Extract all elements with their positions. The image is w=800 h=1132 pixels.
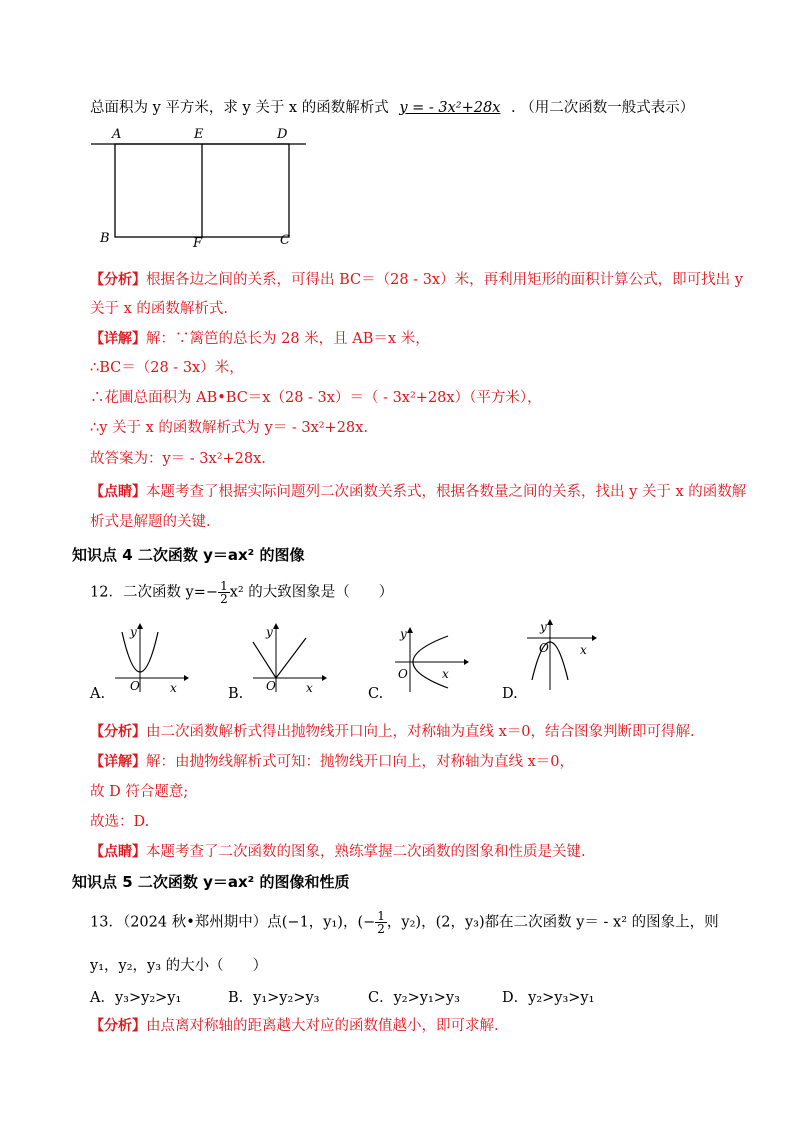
q13-option-d: D．y₂>y₃>y₁	[502, 990, 595, 1006]
q11-detail-2: ∴BC＝（28 - 3x）米，	[90, 360, 244, 376]
section5-title: 知识点 5 二次函数 y＝ax² 的图像和性质	[72, 873, 350, 891]
q11-analysis-text: 根据各边之间的关系，可得出 BC＝（28 - 3x）米，再利用矩形的面积计算公式，即可找出 y	[146, 272, 743, 288]
graph-a-o: O	[130, 679, 140, 693]
frac-den: 2	[377, 922, 385, 936]
frac-num: 1	[220, 579, 228, 593]
q11-detail-3: ∴花圃总面积为 AB•BC＝x（28 - 3x）＝（ - 3x²+28x）（平方米），	[90, 390, 542, 406]
q11-answer: y = - 3x²+28x	[399, 100, 501, 116]
graph-c-o: O	[398, 667, 408, 681]
q11-analysis-2: 关于 x 的函数解析式.	[90, 301, 229, 317]
q11-stem-text: 总面积为 y 平方米，求 y 关于 x 的函数解析式	[90, 100, 389, 116]
graph-b-y: y	[266, 625, 273, 639]
q13-stem-b: ，y₂)，(2，y₃)都在二次函数 y＝ - x² 的图象上，则	[386, 914, 719, 931]
q13-option-c: C．y₂>y₁>y₃	[368, 990, 460, 1006]
q11-comment-1	[90, 482, 746, 502]
q13-stem	[90, 910, 719, 935]
q13-option-b: B．y₁>y₂>y₃	[228, 990, 320, 1006]
graph-c-y: y	[400, 627, 407, 641]
q12-detail-text: 解：由抛物线解析式可知：抛物线开口向上，对称轴为直线 x＝0，	[146, 754, 575, 770]
q12-comment-text: 本题考查了二次函数的图象，熟练掌握二次函数的图象和性质是关键.	[146, 844, 586, 860]
q12-graph-a	[110, 622, 190, 694]
q12-detail-2: 故 D 符合题意;	[90, 784, 189, 800]
q12-comment	[90, 842, 586, 862]
label-A: A	[112, 127, 122, 142]
q13-fraction	[375, 910, 387, 935]
label-F: F	[193, 236, 203, 251]
q11-rectangle-figure	[88, 122, 318, 252]
q12-graph-d	[522, 618, 602, 690]
q13-stem-a: 13．（2024 秋•郑州期中）点(−1，y₁)，(−	[90, 914, 376, 931]
q11-stem	[90, 98, 694, 118]
frac-num: 1	[377, 909, 385, 923]
q11-comment-text: 本题考查了根据实际问题列二次函数关系式，根据各数量之间的关系，找出 y 关于 x 的函数解	[146, 484, 747, 500]
q12-detail-1	[90, 752, 574, 772]
q12-detail-3: 故选：D.	[90, 814, 150, 830]
label-C: C	[280, 233, 290, 248]
q12-minus: −	[205, 584, 219, 601]
graph-b-o: O	[266, 679, 276, 693]
q12-stem-text: 12．二次函数 y=	[90, 584, 206, 601]
q12-fraction	[218, 580, 230, 605]
comment-tag: 【点睛】	[90, 844, 146, 860]
frac-den: 2	[220, 592, 228, 606]
q11-detail-text: 解：∵篱笆的总长为 28 米，且 AB＝x 米，	[146, 331, 430, 347]
graph-d-x: x	[580, 643, 587, 657]
q11-stem-tail: . （用二次函数一般式表示）	[511, 100, 695, 116]
q11-analysis-1	[90, 270, 743, 290]
q13-option-a: A．y₃>y₂>y₁	[90, 990, 182, 1006]
q11-comment-2: 析式是解题的关键.	[90, 514, 211, 530]
q12-analysis	[90, 722, 695, 742]
q12-option-b: B.	[228, 686, 244, 702]
q11-detail-5: 故答案为：y＝ - 3x²+28x.	[90, 451, 266, 467]
analysis-tag: 【分析】	[90, 724, 146, 740]
q12-option-d: D.	[502, 686, 518, 702]
label-D: D	[277, 127, 288, 142]
label-B: B	[100, 231, 110, 246]
label-E: E	[194, 127, 204, 142]
q12-stem-tail: x² 的大致图象是（ ）	[229, 584, 394, 601]
detail-tag: 【详解】	[90, 331, 146, 347]
q13-analysis-text: 由点离对称轴的距离越大对应的函数值越小，即可求解.	[146, 1018, 499, 1034]
graph-d-o: O	[539, 641, 549, 655]
analysis-tag: 【分析】	[90, 272, 146, 288]
q12-stem	[90, 580, 393, 605]
q13-stem-c: y₁，y₂，y₃ 的大小（ ）	[90, 958, 268, 974]
graph-a-y: y	[130, 625, 137, 639]
analysis-tag: 【分析】	[90, 1018, 146, 1034]
graph-d-y: y	[540, 620, 547, 634]
comment-tag: 【点睛】	[90, 484, 146, 500]
section4-title: 知识点 4 二次函数 y＝ax² 的图像	[72, 546, 305, 564]
q12-analysis-text: 由二次函数解析式得出抛物线开口向上，对称轴为直线 x＝0，结合图象判断即可得解.	[146, 724, 695, 740]
q12-option-c: C.	[368, 686, 384, 702]
detail-tag: 【详解】	[90, 754, 146, 770]
graph-b-x: x	[306, 681, 313, 694]
q11-detail-1	[90, 329, 430, 349]
graph-a-x: x	[170, 681, 177, 694]
q13-analysis	[90, 1016, 499, 1036]
q11-detail-4: ∴y 关于 x 的函数解析式为 y＝ - 3x²+28x.	[90, 420, 368, 436]
q12-option-a: A.	[90, 686, 106, 702]
q12-graph-b	[248, 622, 328, 694]
q12-graph-c	[390, 622, 470, 694]
graph-c-x: x	[442, 667, 449, 681]
